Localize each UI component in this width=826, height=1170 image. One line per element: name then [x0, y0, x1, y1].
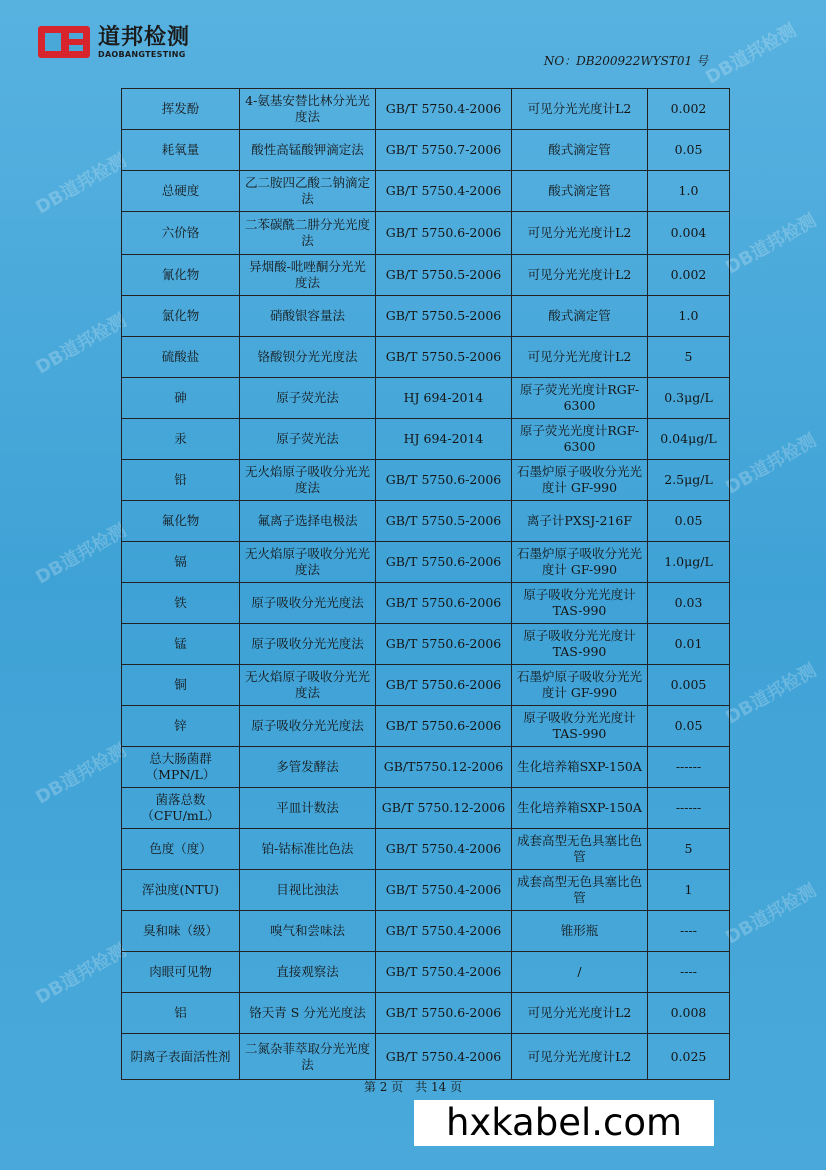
cell-item: 色度（度）: [122, 829, 240, 870]
cell-method: 氟离子选择电极法: [240, 501, 376, 542]
cell-standard: GB/T 5750.5-2006: [376, 337, 512, 378]
cell-method: 无火焰原子吸收分光光度法: [240, 460, 376, 501]
cell-instrument: 原子吸收分光光度计 TAS-990: [512, 583, 648, 624]
cell-item: 耗氧量: [122, 130, 240, 171]
cell-instrument: 离子计PXSJ-216F: [512, 501, 648, 542]
cell-item: 砷: [122, 378, 240, 419]
cell-standard: GB/T 5750.6-2006: [376, 624, 512, 665]
cell-instrument: 可见分光光度计L2: [512, 337, 648, 378]
cell-instrument: 原子荧光光度计RGF-6300: [512, 378, 648, 419]
cell-standard: GB/T 5750.5-2006: [376, 255, 512, 296]
cell-method: 直接观察法: [240, 952, 376, 993]
cell-item: 氯化物: [122, 296, 240, 337]
watermark: DB道邦检测: [722, 430, 820, 499]
cell-limit: 0.03: [648, 583, 730, 624]
cell-method: 无火焰原子吸收分光光度法: [240, 665, 376, 706]
cell-instrument: 原子荧光光度计RGF-6300: [512, 419, 648, 460]
table-row: [122, 788, 730, 829]
cell-instrument: 生化培养箱SXP-150A: [512, 747, 648, 788]
cell-instrument: 成套高型无色具塞比色管: [512, 829, 648, 870]
cell-standard: GB/T 5750.7-2006: [376, 130, 512, 171]
cell-method: 铬酸钡分光光度法: [240, 337, 376, 378]
cell-instrument: 锥形瓶: [512, 911, 648, 952]
table-row: [122, 89, 730, 130]
table-row: [122, 212, 730, 255]
cell-limit: 0.05: [648, 501, 730, 542]
cell-limit: 0.01: [648, 624, 730, 665]
cell-limit: ----: [648, 952, 730, 993]
cell-instrument: /: [512, 952, 648, 993]
watermark: DB道邦检测: [722, 210, 820, 279]
cell-limit: 0.002: [648, 255, 730, 296]
cell-limit: 0.3μg/L: [648, 378, 730, 419]
cell-limit: ----: [648, 911, 730, 952]
cell-standard: GB/T 5750.6-2006: [376, 583, 512, 624]
cell-instrument: 石墨炉原子吸收分光光度计 GF-990: [512, 542, 648, 583]
cell-instrument: 石墨炉原子吸收分光光度计 GF-990: [512, 665, 648, 706]
table-row: [122, 460, 730, 501]
cell-standard: HJ 694-2014: [376, 419, 512, 460]
cell-standard: GB/T 5750.4-2006: [376, 911, 512, 952]
cell-limit: 0.05: [648, 130, 730, 171]
watermark: DB道邦检测: [722, 880, 820, 949]
cell-instrument: 酸式滴定管: [512, 296, 648, 337]
cell-method: 原子吸收分光光度法: [240, 583, 376, 624]
cell-method: 原子吸收分光光度法: [240, 706, 376, 747]
cell-instrument: 可见分光光度计L2: [512, 1034, 648, 1080]
table-row: [122, 706, 730, 747]
cell-method: 异烟酸-吡唑酮分光光度法: [240, 255, 376, 296]
cell-item: 菌落总数（CFU/mL）: [122, 788, 240, 829]
logo-english-name: DAOBANGTESTING: [98, 49, 186, 59]
cell-item: 阴离子表面活性剂: [122, 1034, 240, 1080]
cell-instrument: 可见分光光度计L2: [512, 255, 648, 296]
cell-limit: 1.0: [648, 171, 730, 212]
cell-standard: GB/T 5750.4-2006: [376, 1034, 512, 1080]
table-row: [122, 993, 730, 1034]
logo-chinese-name: 道邦检测: [98, 24, 191, 50]
cell-standard: GB/T 5750.4-2006: [376, 870, 512, 911]
cell-item: 肉眼可见物: [122, 952, 240, 993]
cell-standard: GB/T 5750.6-2006: [376, 665, 512, 706]
cell-standard: GB/T 5750.5-2006: [376, 501, 512, 542]
cell-limit: 1.0: [648, 296, 730, 337]
page-number: 第 2 页 共 14 页: [363, 1080, 463, 1094]
cell-standard: GB/T 5750.6-2006: [376, 706, 512, 747]
table-row: [122, 624, 730, 665]
cell-limit: 0.04μg/L: [648, 419, 730, 460]
logo-mark-icon: [36, 22, 92, 62]
cell-instrument: 可见分光光度计L2: [512, 212, 648, 255]
cell-method: 乙二胺四乙酸二钠滴定法: [240, 171, 376, 212]
watermark: DB道邦检测: [32, 520, 130, 589]
cell-item: 铝: [122, 993, 240, 1034]
cell-method: 二氮杂菲萃取分光光度法: [240, 1034, 376, 1080]
table-row: [122, 419, 730, 460]
cell-method: 目视比浊法: [240, 870, 376, 911]
cell-method: 多管发酵法: [240, 747, 376, 788]
cell-item: 总大肠菌群（MPN/L）: [122, 747, 240, 788]
cell-method: 铬天青 S 分光光度法: [240, 993, 376, 1034]
cell-item: 挥发酚: [122, 89, 240, 130]
cell-method: 原子荧光法: [240, 378, 376, 419]
cell-item: 浑浊度(NTU): [122, 870, 240, 911]
watermark: DB道邦检测: [32, 740, 130, 809]
table-row: [122, 130, 730, 171]
cell-limit: 0.05: [648, 706, 730, 747]
cell-method: 原子荧光法: [240, 419, 376, 460]
cell-instrument: 酸式滴定管: [512, 171, 648, 212]
cell-item: 铅: [122, 460, 240, 501]
table-row: [122, 171, 730, 212]
report-number: NO：DB200922WYST01 号: [543, 54, 708, 68]
cell-limit: 0.004: [648, 212, 730, 255]
table-row: [122, 952, 730, 993]
table-row: [122, 542, 730, 583]
cell-method: 无火焰原子吸收分光光度法: [240, 542, 376, 583]
cell-limit: 1.0μg/L: [648, 542, 730, 583]
cell-method: 4-氨基安替比林分光光度法: [240, 89, 376, 130]
cell-limit: 5: [648, 829, 730, 870]
cell-standard: GB/T5750.12-2006: [376, 747, 512, 788]
cell-standard: GB/T 5750.5-2006: [376, 296, 512, 337]
watermark: DB道邦检测: [702, 20, 800, 89]
cell-item: 硫酸盐: [122, 337, 240, 378]
cell-item: 臭和味（级）: [122, 911, 240, 952]
watermark: DB道邦检测: [32, 310, 130, 379]
watermark: DB道邦检测: [32, 150, 130, 219]
cell-instrument: 可见分光光度计L2: [512, 89, 648, 130]
cell-method: 原子吸收分光光度法: [240, 624, 376, 665]
table-row: [122, 296, 730, 337]
cell-instrument: 可见分光光度计L2: [512, 993, 648, 1034]
table-row: [122, 255, 730, 296]
cell-method: 嗅气和尝味法: [240, 911, 376, 952]
cell-instrument: 原子吸收分光光度计 TAS-990: [512, 624, 648, 665]
cell-instrument: 原子吸收分光光度计 TAS-990: [512, 706, 648, 747]
cell-method: 铂-钴标准比色法: [240, 829, 376, 870]
table-row: [122, 665, 730, 706]
cell-item: 汞: [122, 419, 240, 460]
cell-standard: GB/T 5750.6-2006: [376, 993, 512, 1034]
cell-instrument: 生化培养箱SXP-150A: [512, 788, 648, 829]
cell-item: 铜: [122, 665, 240, 706]
cell-method: 硝酸银容量法: [240, 296, 376, 337]
cell-limit: 0.025: [648, 1034, 730, 1080]
cell-limit: ------: [648, 788, 730, 829]
table-row: [122, 337, 730, 378]
cell-standard: GB/T 5750.4-2006: [376, 89, 512, 130]
cell-item: 总硬度: [122, 171, 240, 212]
table-row: [122, 378, 730, 419]
cell-item: 镉: [122, 542, 240, 583]
cell-instrument: 石墨炉原子吸收分光光度计 GF-990: [512, 460, 648, 501]
cell-item: 锌: [122, 706, 240, 747]
cell-limit: 0.008: [648, 993, 730, 1034]
cell-instrument: 酸式滴定管: [512, 130, 648, 171]
table-row: [122, 870, 730, 911]
cell-item: 六价铬: [122, 212, 240, 255]
company-logo: [36, 22, 190, 62]
cell-limit: 2.5μg/L: [648, 460, 730, 501]
cell-item: 氰化物: [122, 255, 240, 296]
cell-standard: GB/T 5750.6-2006: [376, 542, 512, 583]
cell-method: 平皿计数法: [240, 788, 376, 829]
table-row: [122, 911, 730, 952]
watermark: DB道邦检测: [32, 940, 130, 1009]
cell-limit: 1: [648, 870, 730, 911]
table-row: [122, 501, 730, 542]
cell-item: 氟化物: [122, 501, 240, 542]
cell-standard: GB/T 5750.6-2006: [376, 212, 512, 255]
cell-method: 二苯碳酰二肼分光光度法: [240, 212, 376, 255]
cell-standard: GB/T 5750.4-2006: [376, 171, 512, 212]
watermark: DB道邦检测: [722, 660, 820, 729]
cell-instrument: 成套高型无色具塞比色管: [512, 870, 648, 911]
cell-standard: GB/T 5750.12-2006: [376, 788, 512, 829]
cell-limit: ------: [648, 747, 730, 788]
cell-limit: 0.005: [648, 665, 730, 706]
cell-standard: HJ 694-2014: [376, 378, 512, 419]
cell-standard: GB/T 5750.4-2006: [376, 829, 512, 870]
site-watermark-label: hxkabel.com: [414, 1100, 714, 1146]
cell-item: 铁: [122, 583, 240, 624]
cell-limit: 0.002: [648, 89, 730, 130]
cell-standard: GB/T 5750.4-2006: [376, 952, 512, 993]
table-row: [122, 1034, 730, 1080]
test-methods-table: [121, 88, 730, 1080]
table-row: [122, 829, 730, 870]
cell-standard: GB/T 5750.6-2006: [376, 460, 512, 501]
table-row: [122, 583, 730, 624]
cell-item: 锰: [122, 624, 240, 665]
cell-limit: 5: [648, 337, 730, 378]
cell-method: 酸性高锰酸钾滴定法: [240, 130, 376, 171]
table-row: [122, 747, 730, 788]
